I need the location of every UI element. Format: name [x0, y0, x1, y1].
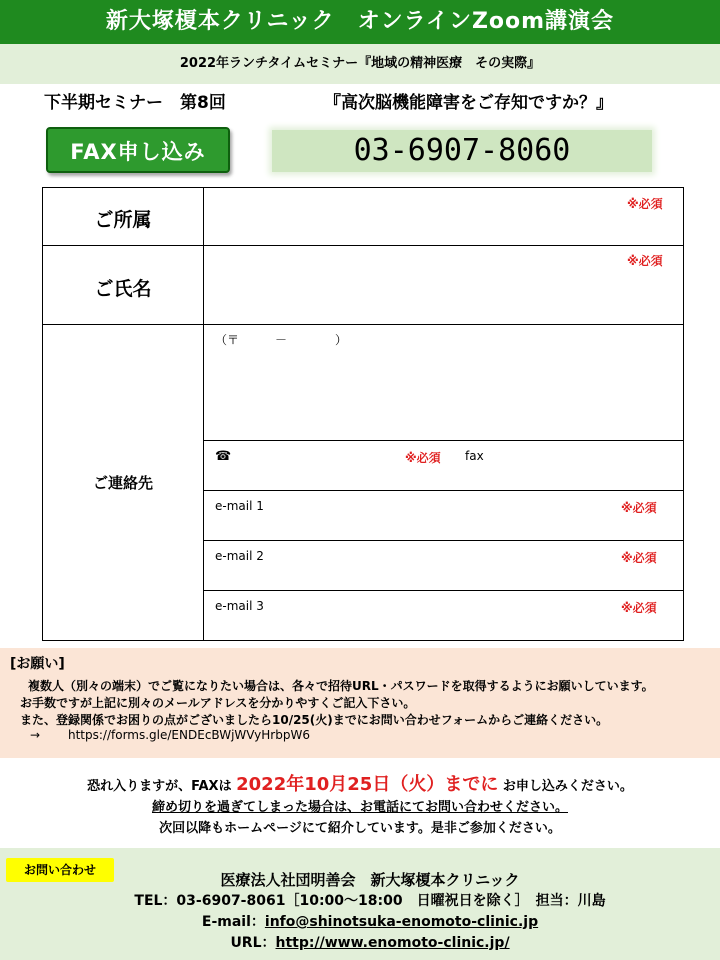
contact-email-prefix: E-mail： [201, 914, 265, 930]
name-required-mark: ※必須 [627, 254, 663, 268]
email2-required-mark: ※必須 [621, 551, 657, 565]
email1-label: e-mail 1 [215, 499, 264, 513]
deadline-block [0, 774, 720, 839]
phone-icon: ☎ [215, 449, 232, 464]
notes-title: [お願い] [10, 656, 65, 672]
email3-field[interactable] [283, 592, 613, 638]
email2-label: e-mail 2 [215, 549, 264, 563]
phone-required-mark: ※必須 [405, 451, 441, 465]
notes-arrow: → [30, 728, 41, 742]
contact-tel: TEL：03-6907-8061［10:00～18:00 日曜祝日を除く］ 担当：川島 [134, 893, 606, 909]
contact-organization: 医療法人社団明善会 新大塚榎本クリニック [220, 871, 520, 889]
deadline-suffix: お申し込みください。 [502, 779, 633, 794]
name-label: ご氏名 [94, 278, 152, 300]
fax-number: 03-6907-8060 [272, 130, 652, 172]
name-field[interactable] [204, 246, 682, 323]
contact-url-link[interactable]: http://www.enomoto-clinic.jp/ [275, 935, 510, 951]
fax-field-label: fax [465, 449, 484, 463]
notes-line-1: 複数人（別々の端末）でご覧になりたい場合は、各々で招待URL・パスワードを取得するようにお願いしています。 [28, 679, 654, 693]
postal-code-prefix: （〒 － ） [215, 333, 348, 347]
phone-field[interactable] [233, 442, 393, 488]
contact-url-prefix: URL： [230, 935, 276, 951]
email3-label: e-mail 3 [215, 599, 264, 613]
seminar-session: 下半期セミナー 第8回 [44, 93, 226, 113]
inquiry-form-link[interactable]: https://forms.gle/ENDEcBWjWVyHrbpW6 [68, 728, 310, 742]
seminar-series-subtitle: 2022年ランチタイムセミナー『地域の精神医療 その実際』 [0, 44, 720, 84]
header-title: 新大塚榎本クリニック オンラインZoom講演会 [0, 0, 720, 44]
email2-field[interactable] [283, 542, 613, 588]
fax-field[interactable] [493, 442, 681, 488]
deadline-date: 2022年10月25日（火）までに [236, 774, 499, 795]
deadline-prefix: 恐れ入りますが、FAXは [87, 779, 232, 794]
email3-required-mark: ※必須 [621, 601, 657, 615]
registration-form [42, 187, 684, 641]
contact-email-link[interactable]: info@shinotsuka-enomoto-clinic.jp [264, 914, 539, 930]
affiliation-required-mark: ※必須 [627, 197, 663, 211]
notes-line-2: お手数ですが上記に別々のメールアドレスを分かりやすくご記入下さい。 [20, 696, 416, 710]
deadline-late-note: 締め切りを過ぎてしまった場合は、お電話にてお問い合わせください。 [151, 800, 568, 815]
seminar-heading [44, 88, 684, 118]
deadline-homepage-note: 次回以降もホームページにて紹介しています。是非ご参加ください。 [159, 821, 561, 836]
email1-field[interactable] [283, 492, 613, 538]
contact-label: ご連絡先 [92, 474, 153, 492]
notes-line-3: また、登録関係でお困りの点がございましたら10/25(火)までにお問い合わせフォームからご連絡ください。 [20, 713, 609, 727]
affiliation-field[interactable] [204, 189, 682, 244]
contact-badge: お問い合わせ [6, 858, 114, 882]
contact-info [90, 870, 650, 954]
address-field[interactable] [204, 325, 682, 439]
seminar-title: 『高次脳機能障害をご存知ですか？』 [324, 93, 613, 113]
email1-required-mark: ※必須 [621, 501, 657, 515]
affiliation-label: ご所属 [94, 209, 152, 231]
fax-application-button: FAX申し込み [46, 127, 230, 173]
